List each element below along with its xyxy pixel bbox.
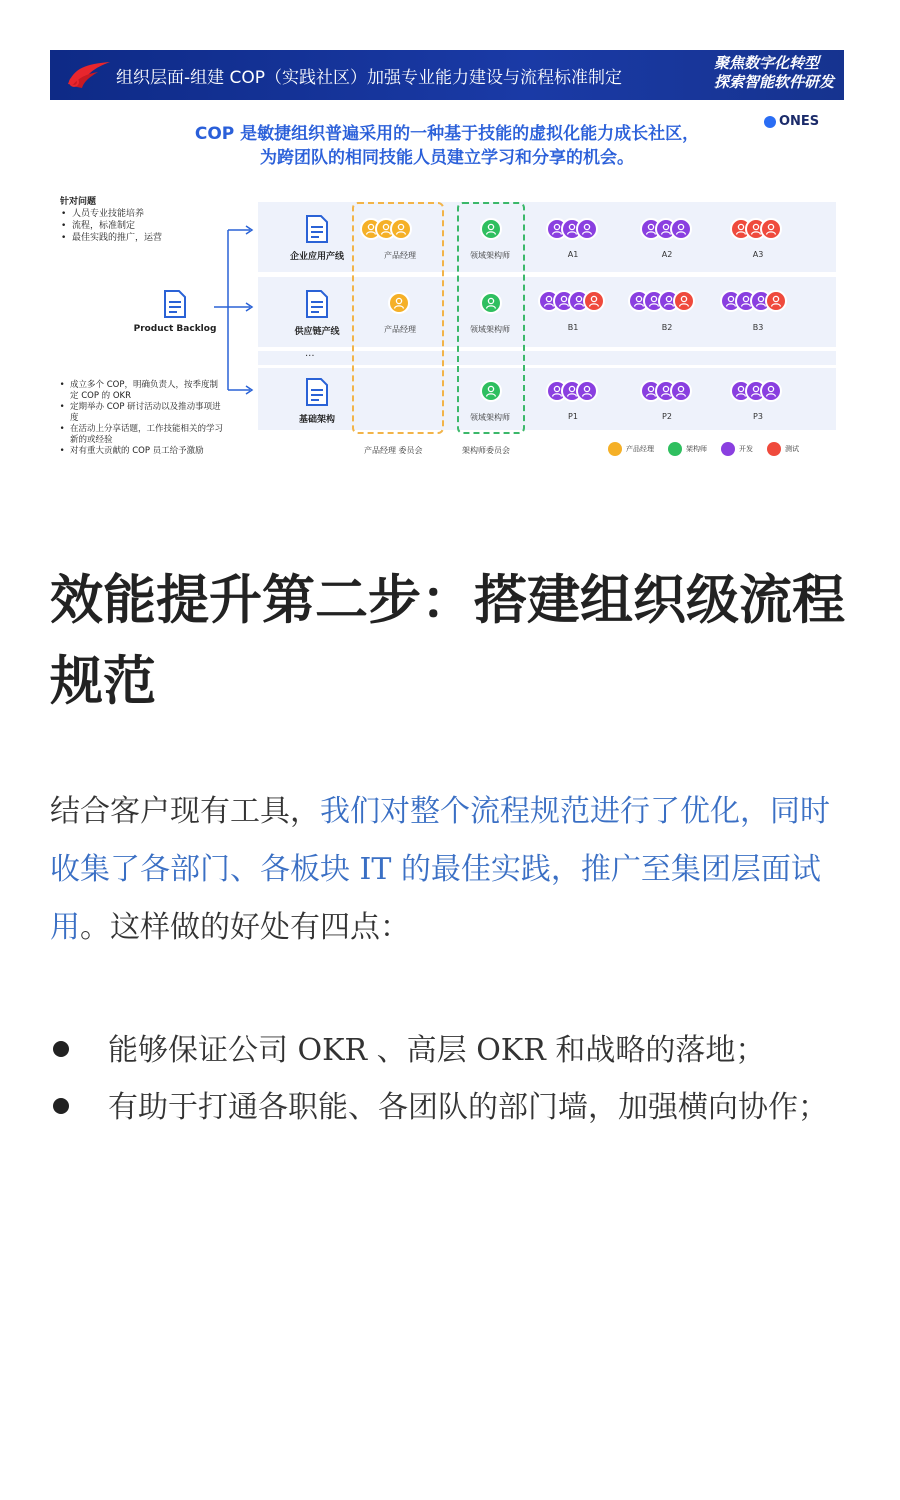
action-item: • 对有重大贡献的 COP 员工给予激励 (70, 446, 223, 457)
product-line-card (272, 290, 362, 337)
team-label: P2 (662, 412, 672, 421)
team-label: P1 (568, 412, 578, 421)
ones-logo-icon (764, 116, 776, 128)
slogan-line-2: 探索智能软件研发 (713, 73, 834, 91)
legend-label: 开发 (739, 445, 753, 453)
benefit-list (50, 1022, 860, 1136)
document-icon (305, 378, 329, 406)
bullet-icon (53, 1098, 69, 1114)
arch-label: 领域架构师 (470, 251, 510, 260)
arch-label: 领域架构师 (470, 325, 510, 334)
team-label: B1 (567, 323, 579, 332)
intro-paragraph (50, 783, 840, 957)
section-heading: 效能提升第二步：搭建组织级流程规范 (50, 569, 845, 712)
issue-item: • 最佳实践的推广，运营 (72, 232, 220, 244)
product-line-card (272, 215, 362, 262)
team-label: B3 (752, 323, 764, 332)
para-text: 。这样做的好处有四点： (80, 910, 410, 945)
team-label: A2 (661, 250, 673, 259)
pm-person-icon (390, 218, 412, 240)
legend-item (767, 442, 799, 456)
slide-banner (50, 50, 844, 100)
issues-title: 针对问题 (60, 197, 97, 207)
legend-label: 产品经理 (626, 445, 654, 453)
row-ellipsis (258, 351, 836, 365)
actions-note (58, 380, 223, 457)
slide-headline (50, 122, 844, 170)
document-icon (163, 290, 187, 318)
bullet-icon (53, 1041, 69, 1057)
headline-line-1: COP 是敏捷组织普遍采用的一种基于技能的虚拟化能力成长社区， (194, 124, 700, 144)
committee-label: 架构师委员会 (462, 446, 510, 455)
benefit-text: 有助于打通各职能、各团队的部门墙，加强横向协作； (108, 1090, 828, 1125)
team-label: P3 (753, 412, 763, 421)
pm-dot-icon (608, 442, 622, 456)
pm-label: 产品经理 (384, 325, 416, 334)
dev-person-icon (670, 218, 692, 240)
test-person-icon (583, 290, 605, 312)
para-text: 结合客户现有工具， (50, 794, 320, 829)
team-label: A3 (752, 250, 764, 259)
arch-person-icon (480, 380, 502, 402)
issues-note (60, 196, 220, 244)
product-line-label: 基础架构 (298, 415, 335, 425)
dev-person-icon (576, 218, 598, 240)
brand-name: ONES (779, 114, 820, 129)
legend-item (668, 442, 707, 456)
legend-item (608, 442, 654, 456)
ellipsis: ... (305, 348, 315, 359)
banner-title: 组织层面-组建 COP（实践社区）加强专业能力建设与流程标准制定 (116, 68, 623, 88)
product-backlog (130, 290, 220, 334)
committee-label: 产品经理 委员会 (364, 446, 423, 455)
pm-label: 产品经理 (384, 251, 416, 260)
arch-person-icon (480, 292, 502, 314)
product-line-card (272, 378, 362, 425)
action-item: • 成立多个 COP，明确负责人，按季度制定 COP 的 OKR (70, 380, 223, 402)
dev-person-icon (760, 380, 782, 402)
legend-label: 架构师 (686, 445, 707, 453)
dev-person-icon (576, 380, 598, 402)
pm-person-icon (388, 292, 410, 314)
cop-slide-image (50, 50, 844, 490)
legend-label: 测试 (785, 445, 799, 453)
test-person-icon (760, 218, 782, 240)
benefit-text: 能够保证公司 OKR 、高层 OKR 和战略的落地； (108, 1033, 766, 1068)
dev-person-icon (670, 380, 692, 402)
headline-line-2: 为跨团队的相同技能人员建立学习和分享的机会。 (260, 148, 634, 168)
action-item: • 在活动上分享话题，工作技能相关的学习新的或经验 (70, 424, 223, 446)
banner-slogan (714, 54, 834, 92)
issue-item: • 流程，标准制定 (72, 220, 220, 232)
role-legend (608, 442, 799, 456)
document-icon (305, 290, 329, 318)
action-item: • 定期举办 COP 研讨活动以及推动事项进度 (70, 402, 223, 424)
document-icon (305, 215, 329, 243)
team-label: B2 (661, 323, 673, 332)
product-line-label: 企业应用产线 (289, 252, 344, 262)
issue-item: • 人员专业技能培养 (72, 208, 220, 220)
developer-dot-icon (721, 442, 735, 456)
architect-dot-icon (668, 442, 682, 456)
product-line-label: 供应链产线 (294, 327, 340, 337)
slogan-line-1: 聚焦数字化转型 (713, 54, 819, 72)
conference-logo-icon (64, 60, 114, 90)
benefit-item (50, 1079, 860, 1136)
product-backlog-label: Product Backlog (133, 324, 217, 334)
tester-dot-icon (767, 442, 781, 456)
legend-item (721, 442, 753, 456)
backlog-arrows (210, 225, 260, 405)
ones-brand (764, 114, 819, 129)
test-person-icon (765, 290, 787, 312)
test-person-icon (673, 290, 695, 312)
team-label: A1 (567, 250, 579, 259)
para-highlight: 我们对整个流程规范进行了优化，同时收集了各部门、各板块 IT 的最佳实践，推广至集团层面试用 (50, 794, 830, 945)
benefit-item (50, 1022, 860, 1079)
arch-person-icon (480, 218, 502, 240)
arch-label: 领域架构师 (470, 413, 510, 422)
